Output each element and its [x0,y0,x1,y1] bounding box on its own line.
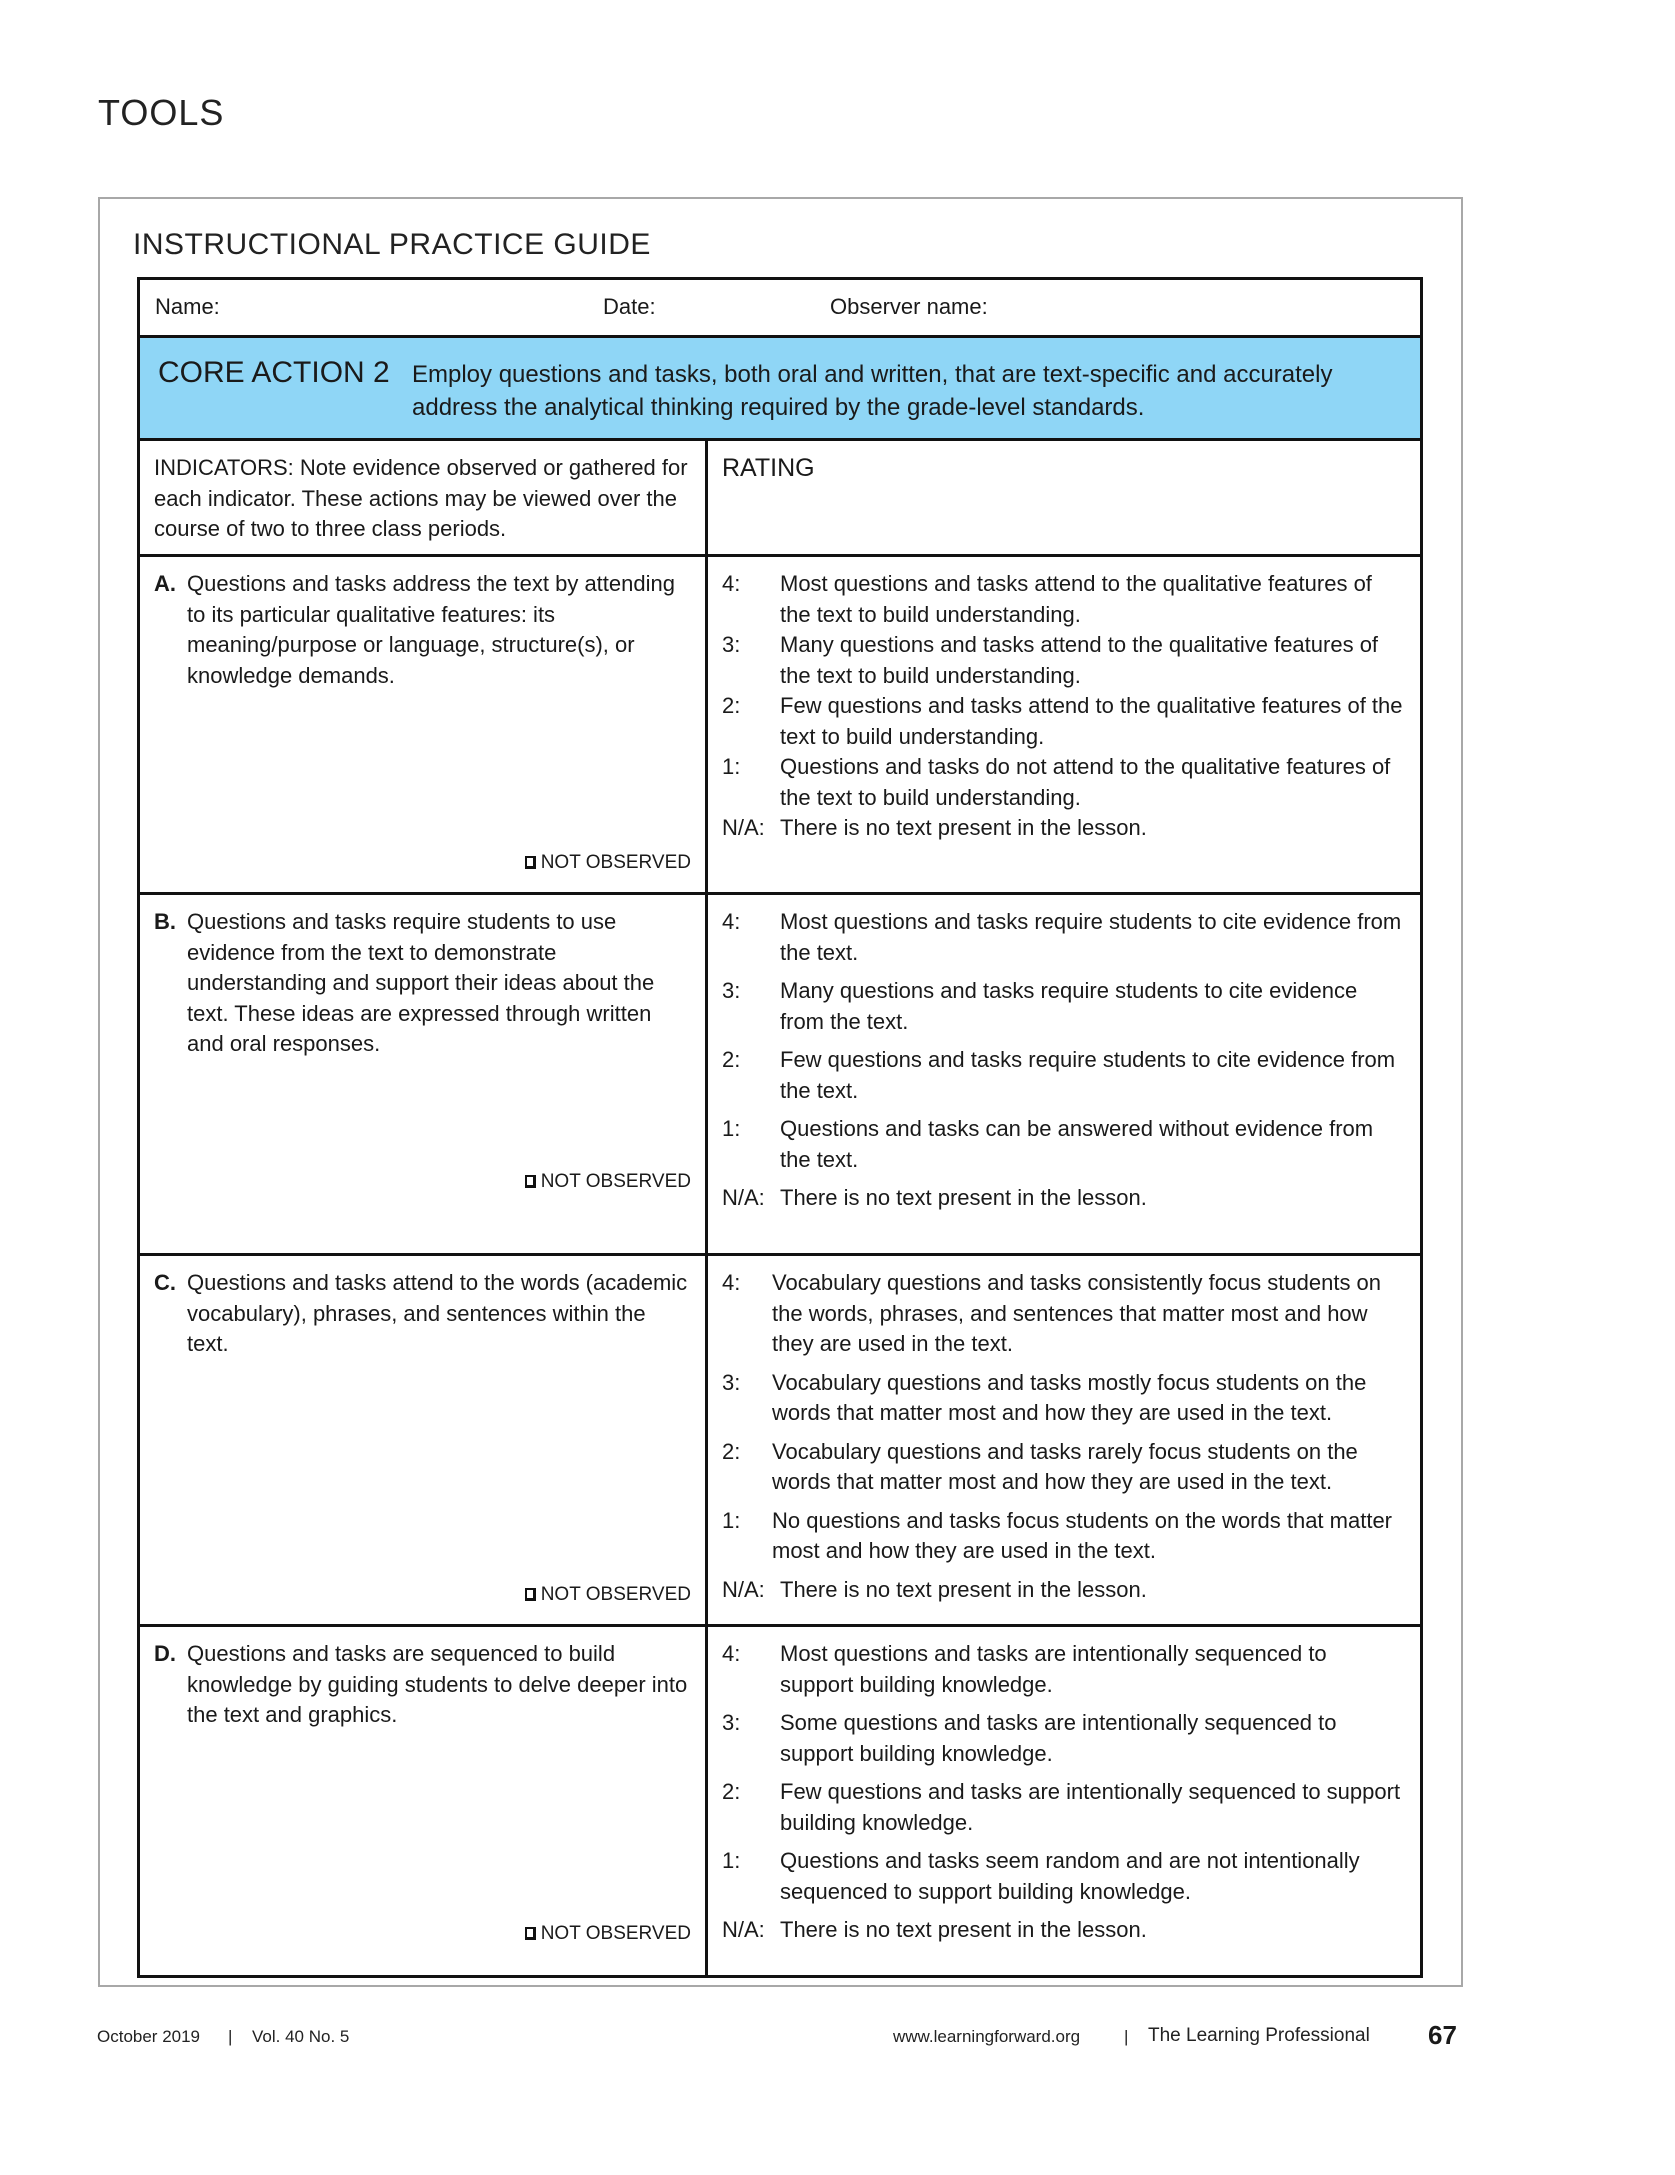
rating-key: 3: [722,1369,741,1395]
indicator-text: Questions and tasks require students to use evidence from the text to demonstrate understanding and support their ideas about the text. These ideas are expressed through written and oral responses. [187,909,655,1056]
date-field-label[interactable]: Date: [603,294,656,319]
rating-key: 1: [722,1507,741,1533]
rating-text: There is no text present in the lesson. [780,815,1147,840]
rating-item [722,1506,1406,1567]
rating-text: Most questions and tasks attend to the qualitative features of the text to build understanding. [780,571,1372,627]
rating-key: N/A: [722,1576,765,1602]
indicator-row-a [140,557,1420,895]
not-observed-label: NOT OBSERVED [540,851,691,873]
section-label: TOOLS [98,92,225,133]
indicator-letter: A. [154,571,176,596]
indicators-header-text: INDICATORS: Note evidence observed or gathered for each indicator. These actions may be viewed over the course of two to three class periods. [154,455,688,541]
not-observed-checkbox[interactable] [525,848,691,879]
rating-key: 4: [722,571,741,596]
not-observed-label: NOT OBSERVED [540,1583,691,1605]
rating-cell [708,1256,1420,1624]
indicator-row-b [140,895,1420,1256]
footer-publication: The Learning Professional [1148,2025,1370,2046]
rating-key: N/A: [722,1917,765,1942]
rating-text: Questions and tasks seem random and are not intentionally sequenced to support building knowledge. [780,1848,1360,1904]
rating-item [722,752,1406,813]
not-observed-checkbox[interactable] [525,1167,691,1198]
checkbox-icon[interactable] [525,1175,536,1188]
checkbox-icon[interactable] [525,856,536,869]
rating-item [722,976,1406,1037]
form-header-row [140,280,1420,338]
rating-key: 3: [722,978,741,1003]
rating-cell [708,895,1420,1253]
rating-item [722,569,1406,630]
rating-text: Some questions and tasks are intentionally sequenced to support building knowledge. [780,1710,1337,1766]
rating-text: Most questions and tasks are intentionally sequenced to support building knowledge. [780,1641,1327,1697]
observer-field-label[interactable]: Observer name: [830,294,988,319]
rating-item [722,813,1406,844]
footer-url[interactable]: www.learningforward.org [893,2027,1081,2046]
indicator-text: Questions and tasks attend to the words (academic vocabulary), phrases, and sentences within the text. [187,1270,688,1356]
column-header-row [140,441,1420,557]
core-action-banner [140,338,1420,441]
rating-item [722,1183,1406,1214]
observation-form [137,277,1423,1978]
rating-header-text: RATING [722,454,815,482]
rating-cell [708,1627,1420,1975]
rating-item [722,691,1406,752]
indicator-cell [140,1256,708,1624]
rating-key: N/A: [722,815,765,840]
indicator-letter: D. [154,1641,176,1666]
indicator-text: Questions and tasks address the text by attending to its particular qualitative features: its meaning/purpose or language, structure(s), or knowledge demands. [187,571,675,688]
checkbox-icon[interactable] [525,1927,536,1940]
indicator-letter: C. [154,1270,176,1295]
rating-item [722,1575,1406,1606]
indicators-header [140,441,708,554]
rating-key: 3: [722,632,741,657]
rating-key: 3: [722,1710,741,1735]
rating-item [722,1708,1406,1769]
rating-key: 2: [722,1779,741,1804]
indicator-cell [140,895,708,1253]
rating-text: There is no text present in the lesson. [780,1185,1147,1210]
footer-date: October 2019 [97,2027,201,2046]
indicator-letter: B. [154,909,176,934]
rating-key: 1: [722,1116,741,1141]
core-action-text: Employ questions and tasks, both oral and written, that are text-specific and accurately address the analytical thinking required by the grade-level standards. [412,361,1333,421]
not-observed-label: NOT OBSERVED [540,1170,691,1192]
footer-separator: | [228,2027,233,2046]
rating-text: Few questions and tasks require students to cite evidence from the text. [780,1047,1396,1103]
rating-text: Questions and tasks can be answered without evidence from the text. [780,1116,1374,1172]
rating-key: 1: [722,1848,741,1873]
rating-key: N/A: [722,1185,765,1210]
rating-item [722,907,1406,968]
rating-key: 4: [722,909,741,934]
rating-key: 4: [722,1641,741,1666]
rating-text: Few questions and tasks are intentionally sequenced to support building knowledge. [780,1779,1401,1835]
rating-item [722,1915,1406,1946]
rating-text: There is no text present in the lesson. [780,1917,1147,1942]
rating-text: Vocabulary questions and tasks mostly focus students on the words that matter most and how they are used in the text. [772,1369,1367,1425]
rating-key: 2: [722,1047,741,1072]
rating-text: Few questions and tasks attend to the qualitative features of the text to build understanding. [780,693,1403,749]
rating-item [722,1639,1406,1700]
indicator-row-c [140,1256,1420,1627]
rating-key: 2: [722,1438,741,1464]
not-observed-checkbox[interactable] [525,1919,691,1950]
rating-item [722,630,1406,691]
rating-key: 4: [722,1270,741,1295]
rating-item [722,1045,1406,1106]
rating-text: No questions and tasks focus students on the words that matter most and how they are used in the text. [772,1507,1393,1563]
rating-text: Vocabulary questions and tasks rarely focus students on the words that matter most and how they are used in the text. [772,1438,1358,1494]
rating-text: Questions and tasks do not attend to the qualitative features of the text to build understanding. [780,754,1391,810]
rating-item [722,1777,1406,1838]
rating-item [722,1114,1406,1175]
rating-item [722,1268,1406,1360]
name-field-label[interactable]: Name: [155,294,220,319]
rating-header [708,441,1420,554]
rating-text: There is no text present in the lesson. [780,1576,1147,1602]
indicator-cell [140,1627,708,1975]
checkbox-icon[interactable] [525,1588,536,1601]
rating-key: 2: [722,693,741,718]
not-observed-checkbox[interactable] [525,1580,691,1611]
core-action-label: CORE ACTION 2 [158,356,390,389]
guide-title: INSTRUCTIONAL PRACTICE GUIDE [133,228,651,261]
rating-text: Many questions and tasks require students to cite evidence from the text. [780,978,1358,1034]
rating-text: Vocabulary questions and tasks consistently focus students on the words, phrases, and sentences that matter most and how they are used in the text. [772,1270,1382,1356]
footer-volume: Vol. 40 No. 5 [252,2027,350,2046]
indicator-cell [140,557,708,892]
footer-separator: | [1124,2027,1129,2046]
rating-item [722,1846,1406,1907]
indicator-row-d [140,1627,1420,1975]
rating-item [722,1437,1406,1498]
rating-key: 1: [722,754,741,779]
not-observed-label: NOT OBSERVED [540,1922,691,1944]
rating-text: Most questions and tasks require students to cite evidence from the text. [780,909,1402,965]
rating-text: Many questions and tasks attend to the qualitative features of the text to build understanding. [780,632,1379,688]
page-number: 67 [1428,2020,1457,2050]
rating-cell [708,557,1420,892]
indicator-text: Questions and tasks are sequenced to build knowledge by guiding students to delve deeper into the text and graphics. [187,1641,688,1727]
rating-item [722,1368,1406,1429]
